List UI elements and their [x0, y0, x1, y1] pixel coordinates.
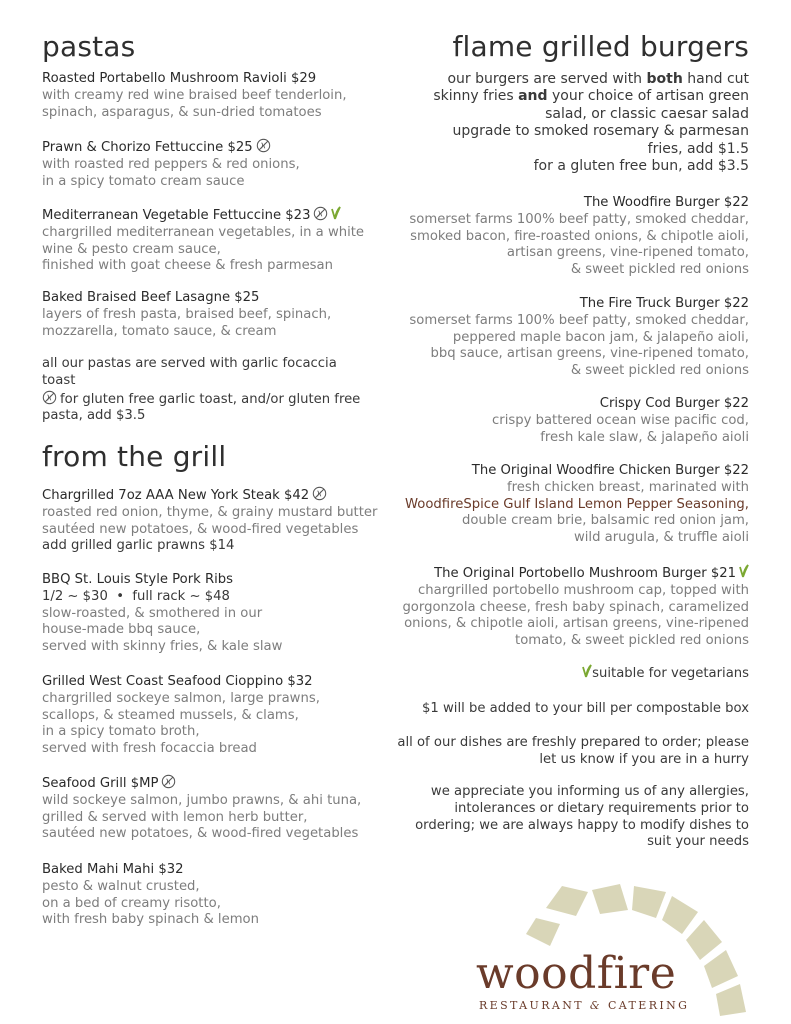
item-name: The Fire Truck Burger $22: [579, 296, 749, 311]
section-title-burgers: flame grilled burgers: [452, 30, 749, 63]
item-name: Mediterranean Vegetable Fettuccine $23: [42, 208, 311, 223]
gluten-free-icon: [42, 390, 57, 405]
item-desc: in a spicy tomato cream sauce: [42, 173, 245, 189]
menu-item: [369, 296, 749, 380]
gluten-free-icon: [161, 774, 176, 789]
logo-subtitle-text: RESTAURANT: [479, 999, 590, 1012]
section-title-pastas: pastas: [42, 30, 136, 63]
burger-intro: [369, 71, 749, 175]
item-desc: peppered maple bacon jam, & jalapeño aioli,: [452, 329, 749, 345]
logo-subtitle: [479, 999, 689, 1012]
intro-emphasis: both: [646, 71, 683, 87]
menu-item: [42, 206, 402, 275]
note-line: pasta, add $3.5: [42, 408, 146, 424]
item-desc: pesto & walnut crusted,: [42, 878, 200, 894]
item-name: Chargrilled 7oz AAA New York Steak $42: [42, 488, 310, 503]
note-line: we appreciate you informing us of any allergies,: [430, 784, 749, 799]
item-name: Baked Braised Beef Lasagne $25: [42, 290, 260, 305]
item-desc: tomato, & sweet pickled red onions: [515, 633, 749, 649]
note-line: intolerances or dietary requirements prior to: [454, 800, 749, 816]
item-desc: smoked bacon, fire-roasted onions, & chipotle aioli,: [410, 228, 749, 244]
item-desc: artisan greens, vine-ripened tomato,: [506, 245, 749, 261]
item-desc: in a spicy tomato broth,: [42, 724, 200, 740]
vegetarian-leaf-icon: [581, 664, 592, 678]
item-name: Grilled West Coast Seafood Cioppino $32: [42, 674, 313, 689]
item-desc: slow-roasted, & smothered in our: [42, 605, 263, 621]
intro-text: fries, add $1.5: [647, 140, 749, 157]
item-desc: somerset farms 100% beef patty, smoked cheddar,: [409, 312, 749, 328]
item-desc: with roasted red peppers & red onions,: [42, 156, 300, 172]
item-desc: bbq sauce, artisan greens, vine-ripened tomato,: [430, 346, 749, 362]
vegetarian-leaf-icon: [330, 206, 341, 220]
gluten-free-icon: [312, 486, 327, 501]
menu-item: [369, 396, 749, 446]
item-desc: with creamy red wine braised beef tenderloin,: [42, 87, 347, 103]
note-line: for gluten free garlic toast, and/or gluten free: [60, 391, 361, 407]
intro-text: upgrade to smoked rosemary & parmesan: [452, 123, 749, 140]
gluten-free-icon: [313, 206, 328, 221]
intro-emphasis: and: [518, 88, 548, 105]
item-desc: finished with goat cheese & fresh parmesan: [42, 258, 333, 274]
intro-text: your choice of artisan green: [547, 88, 749, 105]
item-desc: onions, & chipotle aioli, artisan greens, vine-ripened: [404, 616, 749, 632]
item-desc: & sweet pickled red onions: [570, 262, 749, 278]
menu-item: [42, 290, 402, 340]
item-name: Crispy Cod Burger $22: [599, 396, 749, 411]
item-name: The Original Portobello Mushroom Burger $21: [434, 566, 736, 581]
note-line: all our pastas are served with garlic focaccia toast: [42, 356, 337, 388]
menu-item: [42, 486, 402, 555]
menu-item: [42, 71, 402, 121]
item-desc: fresh chicken breast, marinated with: [506, 479, 749, 495]
veg-note: suitable for vegetarians: [592, 666, 749, 681]
veg-legend: [389, 664, 749, 683]
intro-text: for a gluten free bun, add $3.5: [533, 158, 749, 175]
item-desc: layers of fresh pasta, braised beef, spinach,: [42, 306, 332, 322]
item-desc: crispy battered ocean wise pacific cod,: [492, 412, 749, 428]
item-name: The Woodfire Burger $22: [583, 195, 749, 210]
intro-text: salad, or classic caesar salad: [545, 105, 749, 122]
menu-item: [369, 564, 749, 650]
logo-ampersand: &: [589, 999, 603, 1012]
item-desc: wine & pesto cream sauce,: [42, 241, 221, 257]
item-price-line: 1/2 ~ $30 • full rack ~ $48: [42, 588, 230, 604]
gluten-free-icon: [256, 138, 271, 153]
item-desc: somerset farms 100% beef patty, smoked cheddar,: [409, 211, 749, 227]
pasta-note: [42, 356, 372, 425]
item-name: Prawn & Chorizo Fettuccine $25: [42, 140, 253, 155]
menu-item: [42, 572, 402, 656]
item-desc: roasted red onion, thyme, & grainy mustard butter: [42, 504, 378, 520]
section-title-grill: from the grill: [42, 440, 227, 473]
item-desc: & sweet pickled red onions: [570, 363, 749, 379]
item-desc: chargrilled mediterranean vegetables, in a white: [42, 224, 365, 240]
item-desc: chargrilled portobello mushroom cap, topped with: [418, 582, 749, 598]
item-desc: spinach, asparagus, & sun-dried tomatoes: [42, 104, 322, 120]
vegetarian-leaf-icon: [738, 564, 749, 578]
allergy-note: [389, 784, 749, 851]
menu-item: [42, 774, 402, 843]
item-desc: served with fresh focaccia bread: [42, 741, 257, 757]
item-desc: sautéed new potatoes, & wood-fired vegetables: [42, 826, 359, 842]
item-desc: gorgonzola cheese, fresh baby spinach, caramelized: [402, 599, 749, 615]
intro-text: our burgers are served with: [447, 71, 647, 87]
fresh-note: [389, 735, 749, 769]
note-line: ordering; we are always happy to modify dishes to: [415, 817, 749, 833]
note-line: let us know if you are in a hurry: [539, 751, 749, 767]
item-desc: double cream brie, balsamic red onion jam,: [461, 513, 749, 529]
logo-subtitle-text: CATERING: [602, 999, 690, 1012]
item-name: The Original Woodfire Chicken Burger $22: [471, 463, 749, 478]
item-name: Baked Mahi Mahi $32: [42, 862, 184, 877]
logo-wordmark: woodfire: [476, 948, 677, 999]
item-desc: chargrilled sockeye salmon, large prawns,: [42, 690, 320, 706]
note-line: suit your needs: [647, 834, 749, 850]
menu-item: [42, 862, 402, 929]
item-desc: grilled & served with lemon herb butter,: [42, 809, 308, 825]
item-name: BBQ St. Louis Style Pork Ribs: [42, 572, 234, 587]
item-desc: wild arugula, & truffle aioli: [573, 530, 749, 546]
item-desc: served with skinny fries, & kale slaw: [42, 639, 283, 655]
item-desc: house-made bbq sauce,: [42, 622, 201, 638]
item-desc: scallops, & steamed mussels, & clams,: [42, 707, 299, 723]
item-brand-line: WoodfireSpice Gulf Island Lemon Pepper Seasoning,: [405, 496, 749, 512]
menu-item: [42, 674, 402, 758]
box-note: $1 will be added to your bill per compostable box: [422, 701, 749, 716]
item-desc: sautéed new potatoes, & wood-fired vegetables: [42, 521, 359, 537]
menu-item: [42, 138, 402, 190]
note-line: all of our dishes are freshly prepared to order; please: [397, 735, 749, 750]
intro-text: skinny fries: [433, 88, 519, 105]
intro-text: hand cut: [682, 71, 749, 87]
item-name: Roasted Portabello Mushroom Ravioli $29: [42, 71, 317, 86]
item-name: Seafood Grill $MP: [42, 776, 159, 791]
item-desc: fresh kale slaw, & jalapeño aioli: [540, 429, 749, 445]
item-desc: with fresh baby spinach & lemon: [42, 912, 259, 928]
item-addon: add grilled garlic prawns $14: [42, 538, 235, 554]
item-desc: on a bed of creamy risotto,: [42, 895, 221, 911]
menu-item: [369, 195, 749, 279]
menu-item: [369, 463, 749, 547]
item-desc: mozzarella, tomato sauce, & cream: [42, 323, 277, 339]
item-desc: wild sockeye salmon, jumbo prawns, & ahi tuna,: [42, 792, 362, 808]
